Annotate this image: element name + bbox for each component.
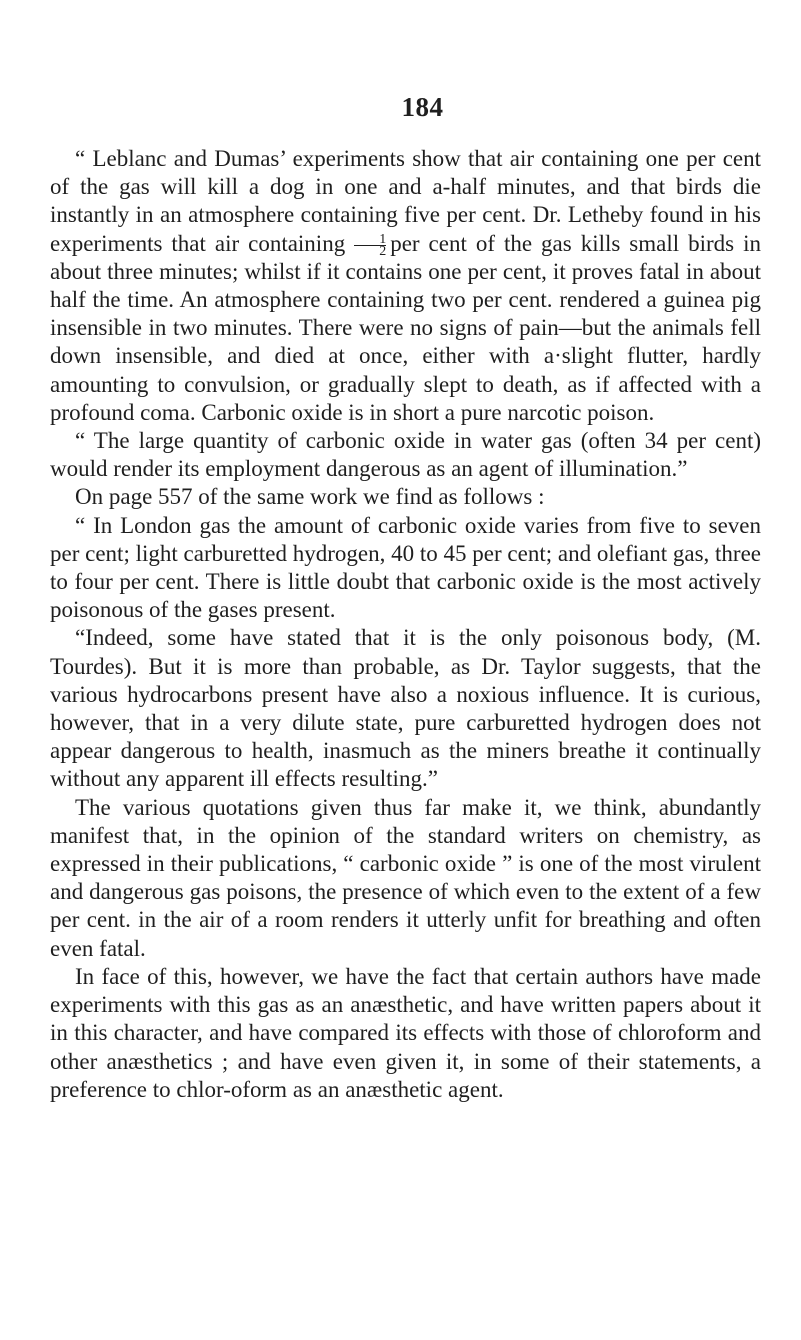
paragraph: In face of this, however, we have the fact that certain authors have made experiments with this gas as an anæsthetic, and have written papers about it in this character, and have compared its effects with those of chloroform and other anæsthetics ; and have even given it, in some of their statements, a preference to chlor-oform as an anæsthetic agent. [50, 963, 761, 1102]
fraction-denominator: 2 [379, 243, 387, 259]
paragraph: “ In London gas the amount of carbonic oxide varies from five to seven per cent; light carburetted hydrogen, 40 to 45 per cent; and olefiant gas, three to four per cent. There is little doubt that carbonic oxide is the most actively poisonous of the gases present. [50, 512, 761, 623]
paragraph [50, 145, 761, 427]
paragraph-text: per cent of the gas kills small birds in about three minutes; whilst if it contains one per cent, it proves fatal in about half the time. An atmosphere containing two per cent. rendered a guinea pig insensible in two minutes. There were no signs of pain—but the animals fell down insensible, and died at once, either with a·slight flutter, hardly amounting to convulsion, or gradually slept to death, as if affected with a profound coma. Carbonic oxide is in short a pure narcotic poison. [50, 230, 761, 425]
paragraph: The various quotations given thus far make it, we think, abundantly manifest that, in the opinion of the standard writers on chemistry, as expressed in their publications, “ carbonic oxide ” is one of the most virulent and dangerous gas poisons, the presence of which even to the extent of a few per cent. in the air of a room renders it utterly unfit for breathing and often even fatal. [50, 794, 761, 961]
fraction-one-half [354, 231, 387, 259]
page-number: 184 [401, 92, 444, 122]
paragraph: “ The large quantity of carbonic oxide in water gas (often 34 per cent) would render its employment dangerous as an agent of illumination.” [50, 428, 761, 482]
paragraph: On page 557 of the same work we find as follows : [75, 484, 545, 510]
body-text [50, 145, 761, 1104]
paragraph: “Indeed, some have stated that it is the only poisonous body, (M. Tourdes). But it is more than probable, as Dr. Taylor suggests, that the various hydrocarbons present have also a noxious influence. It is curious, however, that in a very dilute state, pure carburetted hydrogen does not appear dangerous to health, inasmuch as the miners breathe it continually without any apparent ill effects resulting.” [50, 625, 761, 792]
fraction-numerator: 1 [354, 234, 386, 246]
paragraph-text: “ Leblanc and Dumas’ experiments show that air containing one per cent of the gas will kill a dog in one and a-half minutes, and that birds die instantly in an atmosphere containing five per cent. Dr. Letheby found in his experiments that air containing [50, 146, 761, 256]
